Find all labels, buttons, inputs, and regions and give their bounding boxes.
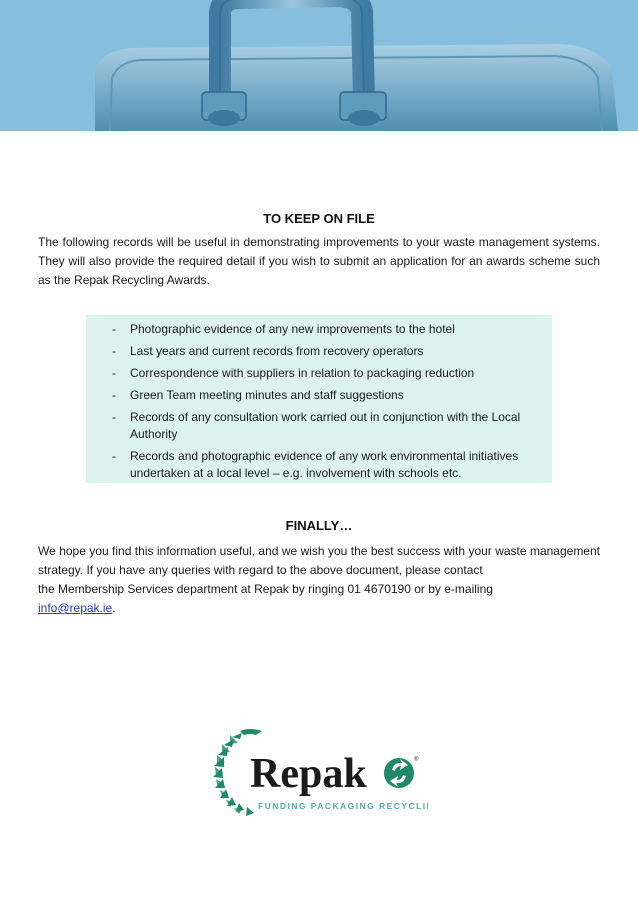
dash-bullet: -	[112, 410, 116, 424]
briefcase-image	[0, 0, 638, 131]
logo-tagline: FUNDING PACKAGING RECYCLING	[258, 801, 428, 811]
recycle-icon	[384, 758, 414, 788]
logo-wordmark: Repak	[250, 751, 367, 797]
list-item	[86, 448, 552, 482]
list-item-text: Green Team meeting minutes and staff suggestions	[130, 388, 404, 402]
intro-paragraph: The following records will be useful in demonstrating improvements to your waste management systems. They will also provide the required detail if you wish to submit an application for an awards scheme such as the Repak Recycling Awards.	[38, 235, 600, 287]
list-item-text: Photographic evidence of any new improvements to the hotel	[130, 322, 455, 336]
list-item-text: Correspondence with suppliers in relation to packaging reduction	[130, 366, 475, 380]
records-list	[86, 315, 552, 482]
list-item	[86, 343, 552, 360]
closing-paragraph	[38, 542, 600, 618]
closing-text: We hope you find this information useful, and we wish you the best success with your waste management strategy. If you have any queries with regard to the above document, please contact	[38, 544, 600, 577]
list-item-text: Last years and current records from recovery operators	[130, 344, 424, 358]
dash-bullet: -	[112, 366, 116, 380]
list-item	[86, 321, 552, 338]
list-item	[86, 409, 552, 443]
list-item	[86, 365, 552, 382]
repak-logo-image	[210, 725, 428, 819]
list-item	[86, 387, 552, 404]
list-item-text: Records and photographic evidence of any work environmental initiatives undertaken at a local level – e.g. involvement with schools etc.	[130, 449, 519, 480]
dash-bullet: -	[112, 388, 116, 402]
repak-logo	[210, 725, 428, 819]
header-banner	[0, 0, 638, 131]
trademark-mark: ®	[414, 757, 419, 763]
dash-bullet: -	[112, 344, 116, 358]
dash-bullet: -	[112, 449, 116, 463]
heading-keep-on-file: TO KEEP ON FILE	[263, 211, 375, 226]
closing-email-line	[38, 599, 600, 618]
dash-bullet: -	[112, 322, 116, 336]
records-box	[86, 315, 552, 483]
email-link[interactable]: info@repak.ie	[38, 601, 113, 615]
list-item-text: Records of any consultation work carried out in conjunction with the Local Authority	[130, 410, 521, 441]
closing-line2: the Membership Services department at Repak by ringing 01 4670190 or by e-mailing	[38, 582, 493, 596]
closing-end: .	[112, 601, 116, 615]
heading-finally: FINALLY…	[285, 518, 353, 533]
